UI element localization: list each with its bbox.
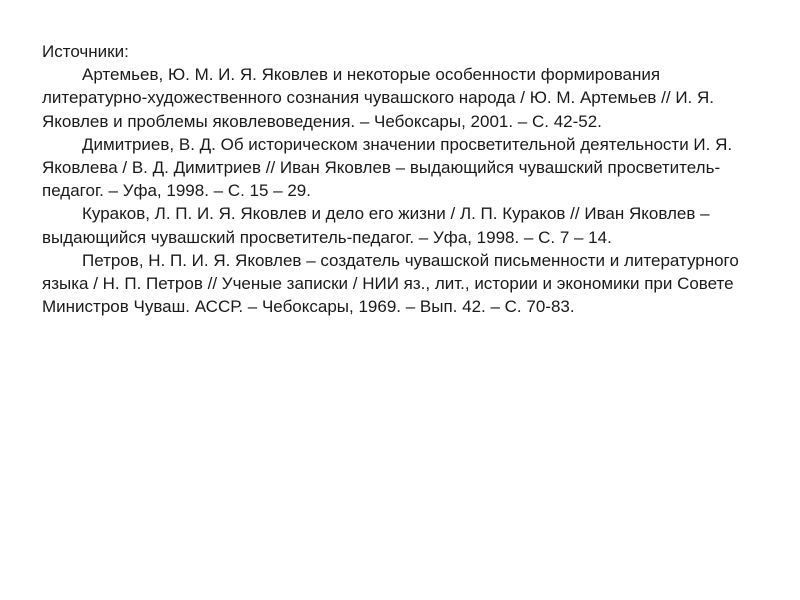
source-item: Артемьев, Ю. М. И. Я. Яковлев и некоторые особенности формирования литературно-художественного сознания чувашского народа / Ю. М. Артемьев // И. Я. Яковлев и проблемы яковлевоведения. – Чебоксары, 2001. – С. 42-52. (42, 65, 714, 131)
sources-list (42, 63, 762, 318)
source-item: Кураков, Л. П. И. Я. Яковлев и дело его жизни / Л. П. Кураков // Иван Яковлев – выдающийся чувашский просветитель-педагог. – Уфа, 1998. – С. 7 – 14. (42, 204, 710, 247)
sources-heading: Источники: (42, 42, 129, 61)
sources-slide (42, 40, 762, 318)
source-item: Петров, Н. П. И. Я. Яковлев – создатель чувашской письменности и литературного языка / Н. П. Петров // Ученые записки / НИИ яз., лит., истории и экономики при Совете Министров Чуваш. АССР. – Чебоксары, 1969. – Вып. 42. – С. 70-83. (42, 250, 739, 317)
source-item: Димитриев, В. Д. Об историческом значении просветительной деятельности И. Я. Яковлева / В. Д. Димитриев // Иван Яковлев – выдающийся чувашский просветитель-педагог. – Уфа, 1998. – С. 15 – 29. (42, 134, 733, 201)
